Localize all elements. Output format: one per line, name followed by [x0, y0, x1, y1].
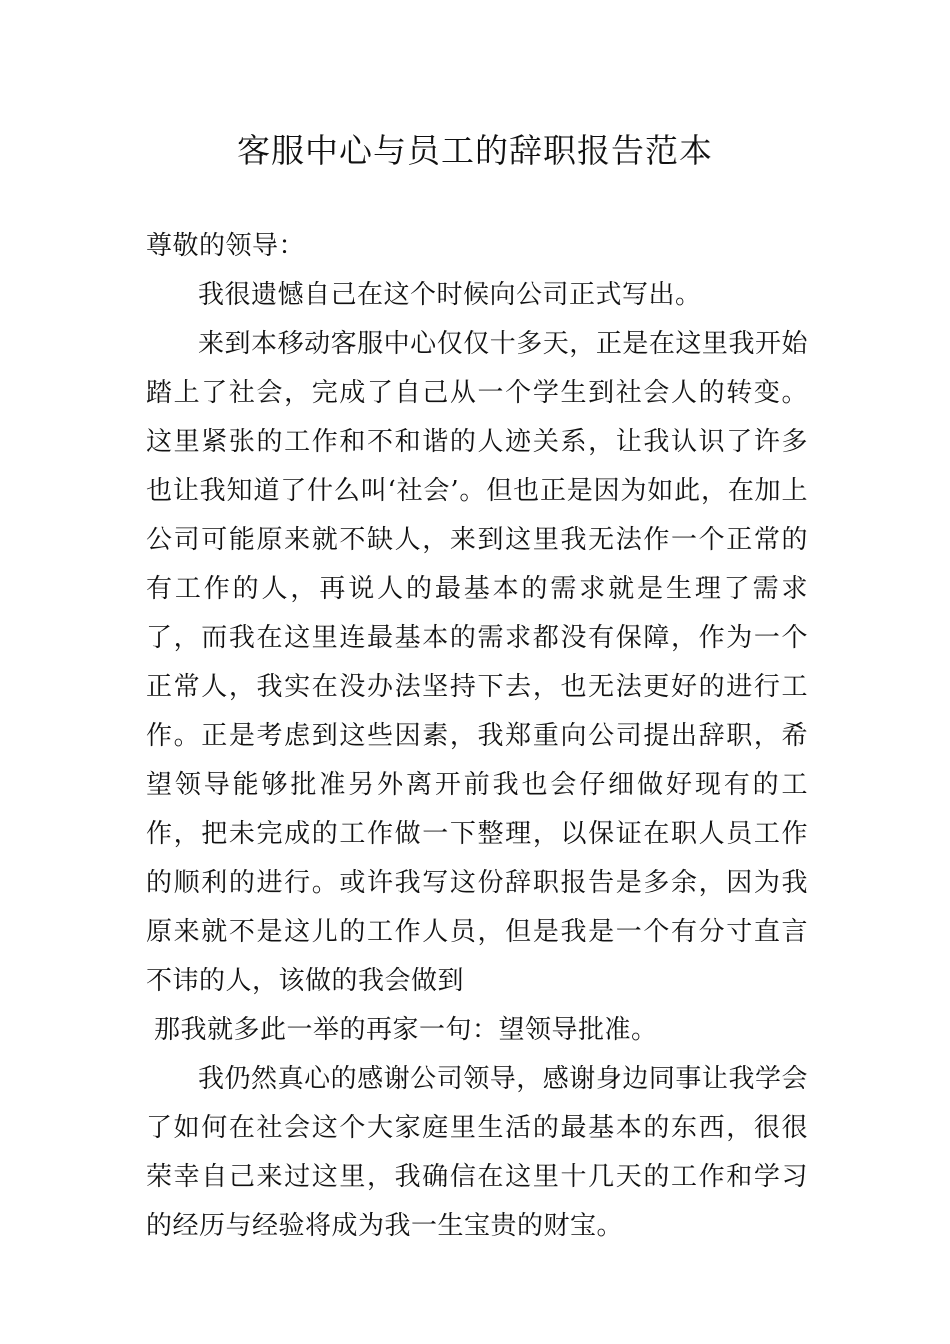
- paragraph-thanks: 我仍然真心的感谢公司领导，感谢身边同事让我学会了如何在社会这个大家庭里生活的最基本的东西，很很荣幸自己来过这里，我确信在这里十几天的工作和学习的经历与经验将成为我一生宝贵的财宝。: [146, 1064, 808, 1241]
- salutation: 尊敬的领导：: [146, 231, 306, 261]
- paragraph-opening: 我很遗憾自己在这个时候向公司正式写出。: [198, 280, 702, 310]
- paragraph-continuation: 那我就多此一举的再家一句：望领导批准。: [154, 1015, 658, 1045]
- document-title: 客服中心与员工的辞职报告范本: [237, 131, 713, 170]
- paragraph-main: 来到本移动客服中心仅仅十多天，正是在这里我开始踏上了社会，完成了自己从一个学生到社会人的转变。这里紧张的工作和不和谐的人迹关系，让我认识了许多也让我知道了什么叫‘社会’。但也正是因为如此，在加上公司可能原来就不缺人，来到这里我无法作一个正常的有工作的人，再说人的最基本的需求就是生理了需求了，而我在这里连最基本的需求都没有保障，作为一个正常人，我实在没办法坚持下去，也无法更好的进行工作。正是考虑到这些因素，我郑重向公司提出辞职，希望领导能够批准另外离开前我也会仔细做好现有的工作，把未完成的工作做一下整理，以保证在职人员工作的顺利的进行。或许我写这份辞职报告是多余，因为我原来就不是这儿的工作人员，但是我是一个有分寸直言不讳的人，该做的我会做到: [146, 329, 808, 996]
- document-body: [146, 222, 808, 1251]
